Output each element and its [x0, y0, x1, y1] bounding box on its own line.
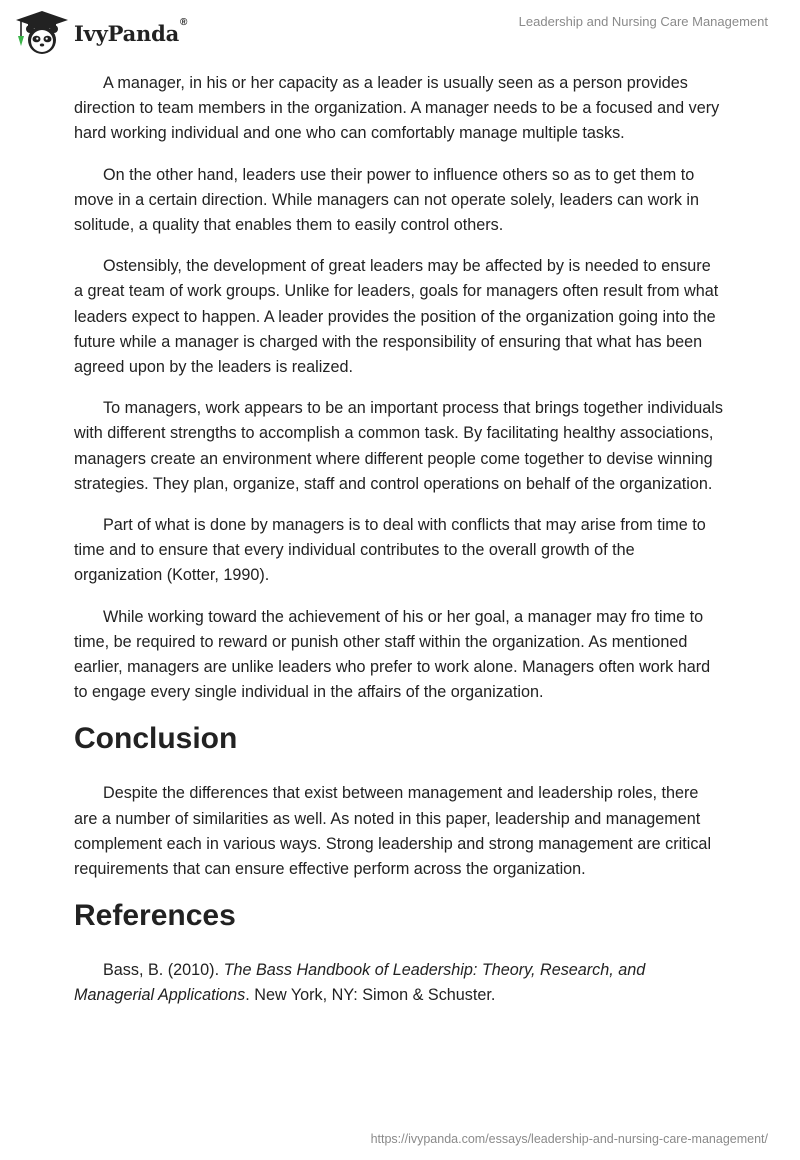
page-header: [0, 0, 800, 64]
reference-publisher: . New York, NY: Simon & Schuster.: [245, 986, 496, 1005]
panda-graduate-icon: [14, 10, 70, 56]
references-heading: References: [74, 899, 236, 933]
paragraph: While working toward the achievement of his or her goal, a manager may fro time to time, be required to reward or punish other staff within the organization. As mentioned earlier, managers are unlike leaders who prefer to work alone. Managers often work hard to engage every single individual in the affairs of the organization.: [74, 607, 711, 702]
paragraph: To managers, work appears to be an important process that brings together individuals with different strengths to accomplish a common task. By facilitating healthy associations, managers create an environment where different people come together to devise winning strategies. They plan, organize, staff and control operations on behalf of the organization.: [74, 399, 723, 493]
source-url[interactable]: https://ivypanda.com/essays/leadership-and-nursing-care-management/: [370, 1132, 768, 1146]
brand-name: IvyPanda®: [74, 16, 188, 46]
paragraph: Ostensibly, the development of great leaders may be affected by is needed to ensure a great team of work groups. Unlike for leaders, goals for managers often result from what leaders expect to happen. A leader provides the position of the organization going into the future while a manager is charged with the responsibility of ensuring that what has been agreed upon by the leaders is realized.: [74, 257, 719, 377]
paragraph: On the other hand, leaders use their power to influence others so as to get them to move in a certain direction. While managers can not operate solely, leaders can work in solitude, a quality that enables them to easily control others.: [74, 165, 700, 235]
reference-item: [74, 958, 724, 1008]
document-title: Leadership and Nursing Care Management: [518, 14, 768, 29]
paragraph: Part of what is done by managers is to deal with conflicts that may arise from time to time and to ensure that every individual contributes to the overall growth of the organization (Kotter, 1990).: [74, 516, 706, 585]
conclusion-heading: Conclusion: [74, 722, 238, 756]
essay-body: [74, 71, 724, 1025]
reference-author: Bass, B. (2010).: [103, 961, 224, 980]
reference-title: The Bass Handbook of Leadership: Theory, Research, and Managerial Applications: [74, 961, 646, 1005]
conclusion-paragraph: Despite the differences that exist between management and leadership roles, there are a number of similarities as well. As noted in this paper, leadership and management complement each in various ways. Strong leadership and strong management are critical requirements that can ensure effective perform across the organization.: [74, 784, 712, 879]
brand-logo[interactable]: [14, 10, 187, 56]
paragraph: A manager, in his or her capacity as a leader is usually seen as a person provides direction to team members in the organization. A manager needs to be a focused and very hard working individual and one who can comfortably manage multiple tasks.: [74, 74, 720, 143]
